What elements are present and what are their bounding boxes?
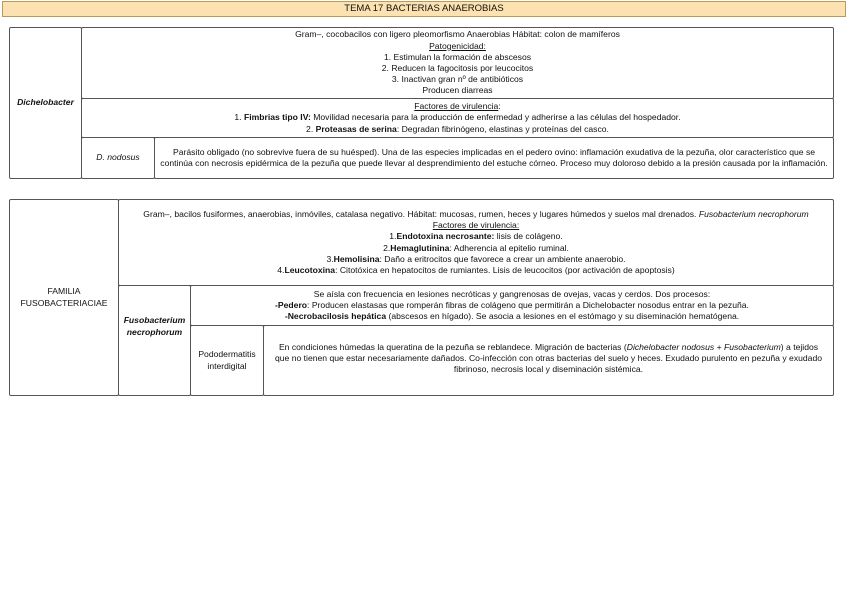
virulencia-colon: : [498, 101, 501, 112]
fuso-virulencia-item: 2.Hemaglutinina: Adherencia al epitelio ruminal. [383, 242, 569, 253]
patogenicidad-item: 1. Estimulan la formación de abscesos [383, 51, 532, 62]
fusobacteriaciae-name: FAMILIA FUSOBACTERIACIAE [20, 286, 108, 308]
d-nodosus-description: Parásito obligado (no sobrevive fuera de su huésped). Una de las especies implicadas en el pedero ovino: inflamación exudativa de la pezuña, olor característico que se continúa con necrosis epidérmica de la pezuña que puede llevar al desprendimiento del estuche córneo. Proceso muy doloroso debido a la presión causada por la inflamación. [160, 146, 828, 168]
virulencia-title: Factores de virulencia [414, 101, 499, 112]
f-necrophorum-label-cell [118, 285, 191, 396]
dichelobacter-label-cell [9, 27, 82, 179]
f-necrophorum-processes-cell [190, 285, 834, 326]
process-item: -Necrobacilosis hepática (abscesos en hígado). Se asocia a lesiones en el estómago y su diseminación hematógena. [284, 311, 740, 322]
patogenicidad-item: Producen diarreas [422, 85, 493, 96]
virulencia-heading [82, 101, 833, 112]
pododermatitis-name: Pododermatitis interdigital [198, 349, 256, 371]
fuso-virulencia-item: 3.Hemolisina: Daño a eritrocitos que favorece a crear un ambiente anaerobio. [326, 253, 626, 264]
processes-intro: Se aísla con frecuencia en lesiones necróticas y gangrenosas de ovejas, vacas y cerdos. Dos procesos: [313, 288, 711, 299]
fuso-virulencia-title: Factores de virulencia: [432, 220, 520, 231]
f-necrophorum-name: Fusobacterium necrophorum [123, 315, 186, 337]
pododermatitis-label-cell [190, 325, 264, 396]
fuso-virulencia-item: 4.Leucotoxina: Citotóxica en hepatocitos de rumiantes. Lisis de leucocitos (por activación de apoptosis) [277, 264, 675, 275]
fusobacteriaciae-label-cell [9, 199, 119, 396]
dichelobacter-general-cell [81, 27, 834, 99]
page-title: TEMA 17 BACTERIAS ANAEROBIAS [2, 1, 846, 17]
fuso-virulencia-item: 1.Endotoxina necrosante: lisis de colágeno. [389, 231, 563, 242]
fusobacteriaciae-general-cell [118, 199, 834, 286]
virulencia-item: 2. Proteasas de serina: Degradan fibrinógeno, elastinas y proteínas del casco. [306, 123, 609, 134]
process-item: -Pedero: Producen elastasas que romperán fibras de colágeno que permitirán a Dichelobacter nosodus entrar en la pezuña. [275, 299, 749, 310]
d-nodosus-name: D. nodosus [96, 152, 140, 163]
patogenicidad-title: Patogenicidad: [429, 40, 486, 51]
patogenicidad-item: 2. Reducen la fagocitosis por leucocitos [381, 63, 534, 73]
dichelobacter-virulencia-cell [81, 98, 834, 138]
virulencia-item: 1. Fimbrias tipo IV: Movilidad necesaria para la producción de enfermedad y adherirse a las células del hospedador. [234, 112, 681, 123]
pododermatitis-description: En condiciones húmedas la queratina de la pezuña se reblandece. Migración de bacterias (Dichelobacter nodosus + Fusobacterium) a tejidos que no tienen que estar necesariamente dañados. Co-infección con otras bacterias del suelo y heces. Exudado purulento en pezuña y exudado fibrinoso, necrosis local y diseminación sistémica. [274, 342, 823, 375]
dichelobacter-description: Gram–, cocobacilos con ligero pleomorfismo Anaerobias Hábitat: colon de mamíferos [295, 29, 620, 40]
fusobacteriaciae-description: Gram–, bacilos fusiformes, anaerobias, inmóviles, catalasa negativo. Hábitat: mucosas, rumen, heces y lugares húmedos y suelos mal drenados. Fusobacterium necrophorum [143, 208, 809, 219]
patogenicidad-item: 3. Inactivan gran nº de antibióticos [391, 74, 524, 85]
d-nodosus-description-cell [154, 137, 834, 179]
pododermatitis-description-cell [263, 325, 834, 396]
dichelobacter-name: Dichelobacter [17, 97, 74, 108]
d-nodosus-label-cell [81, 137, 155, 179]
